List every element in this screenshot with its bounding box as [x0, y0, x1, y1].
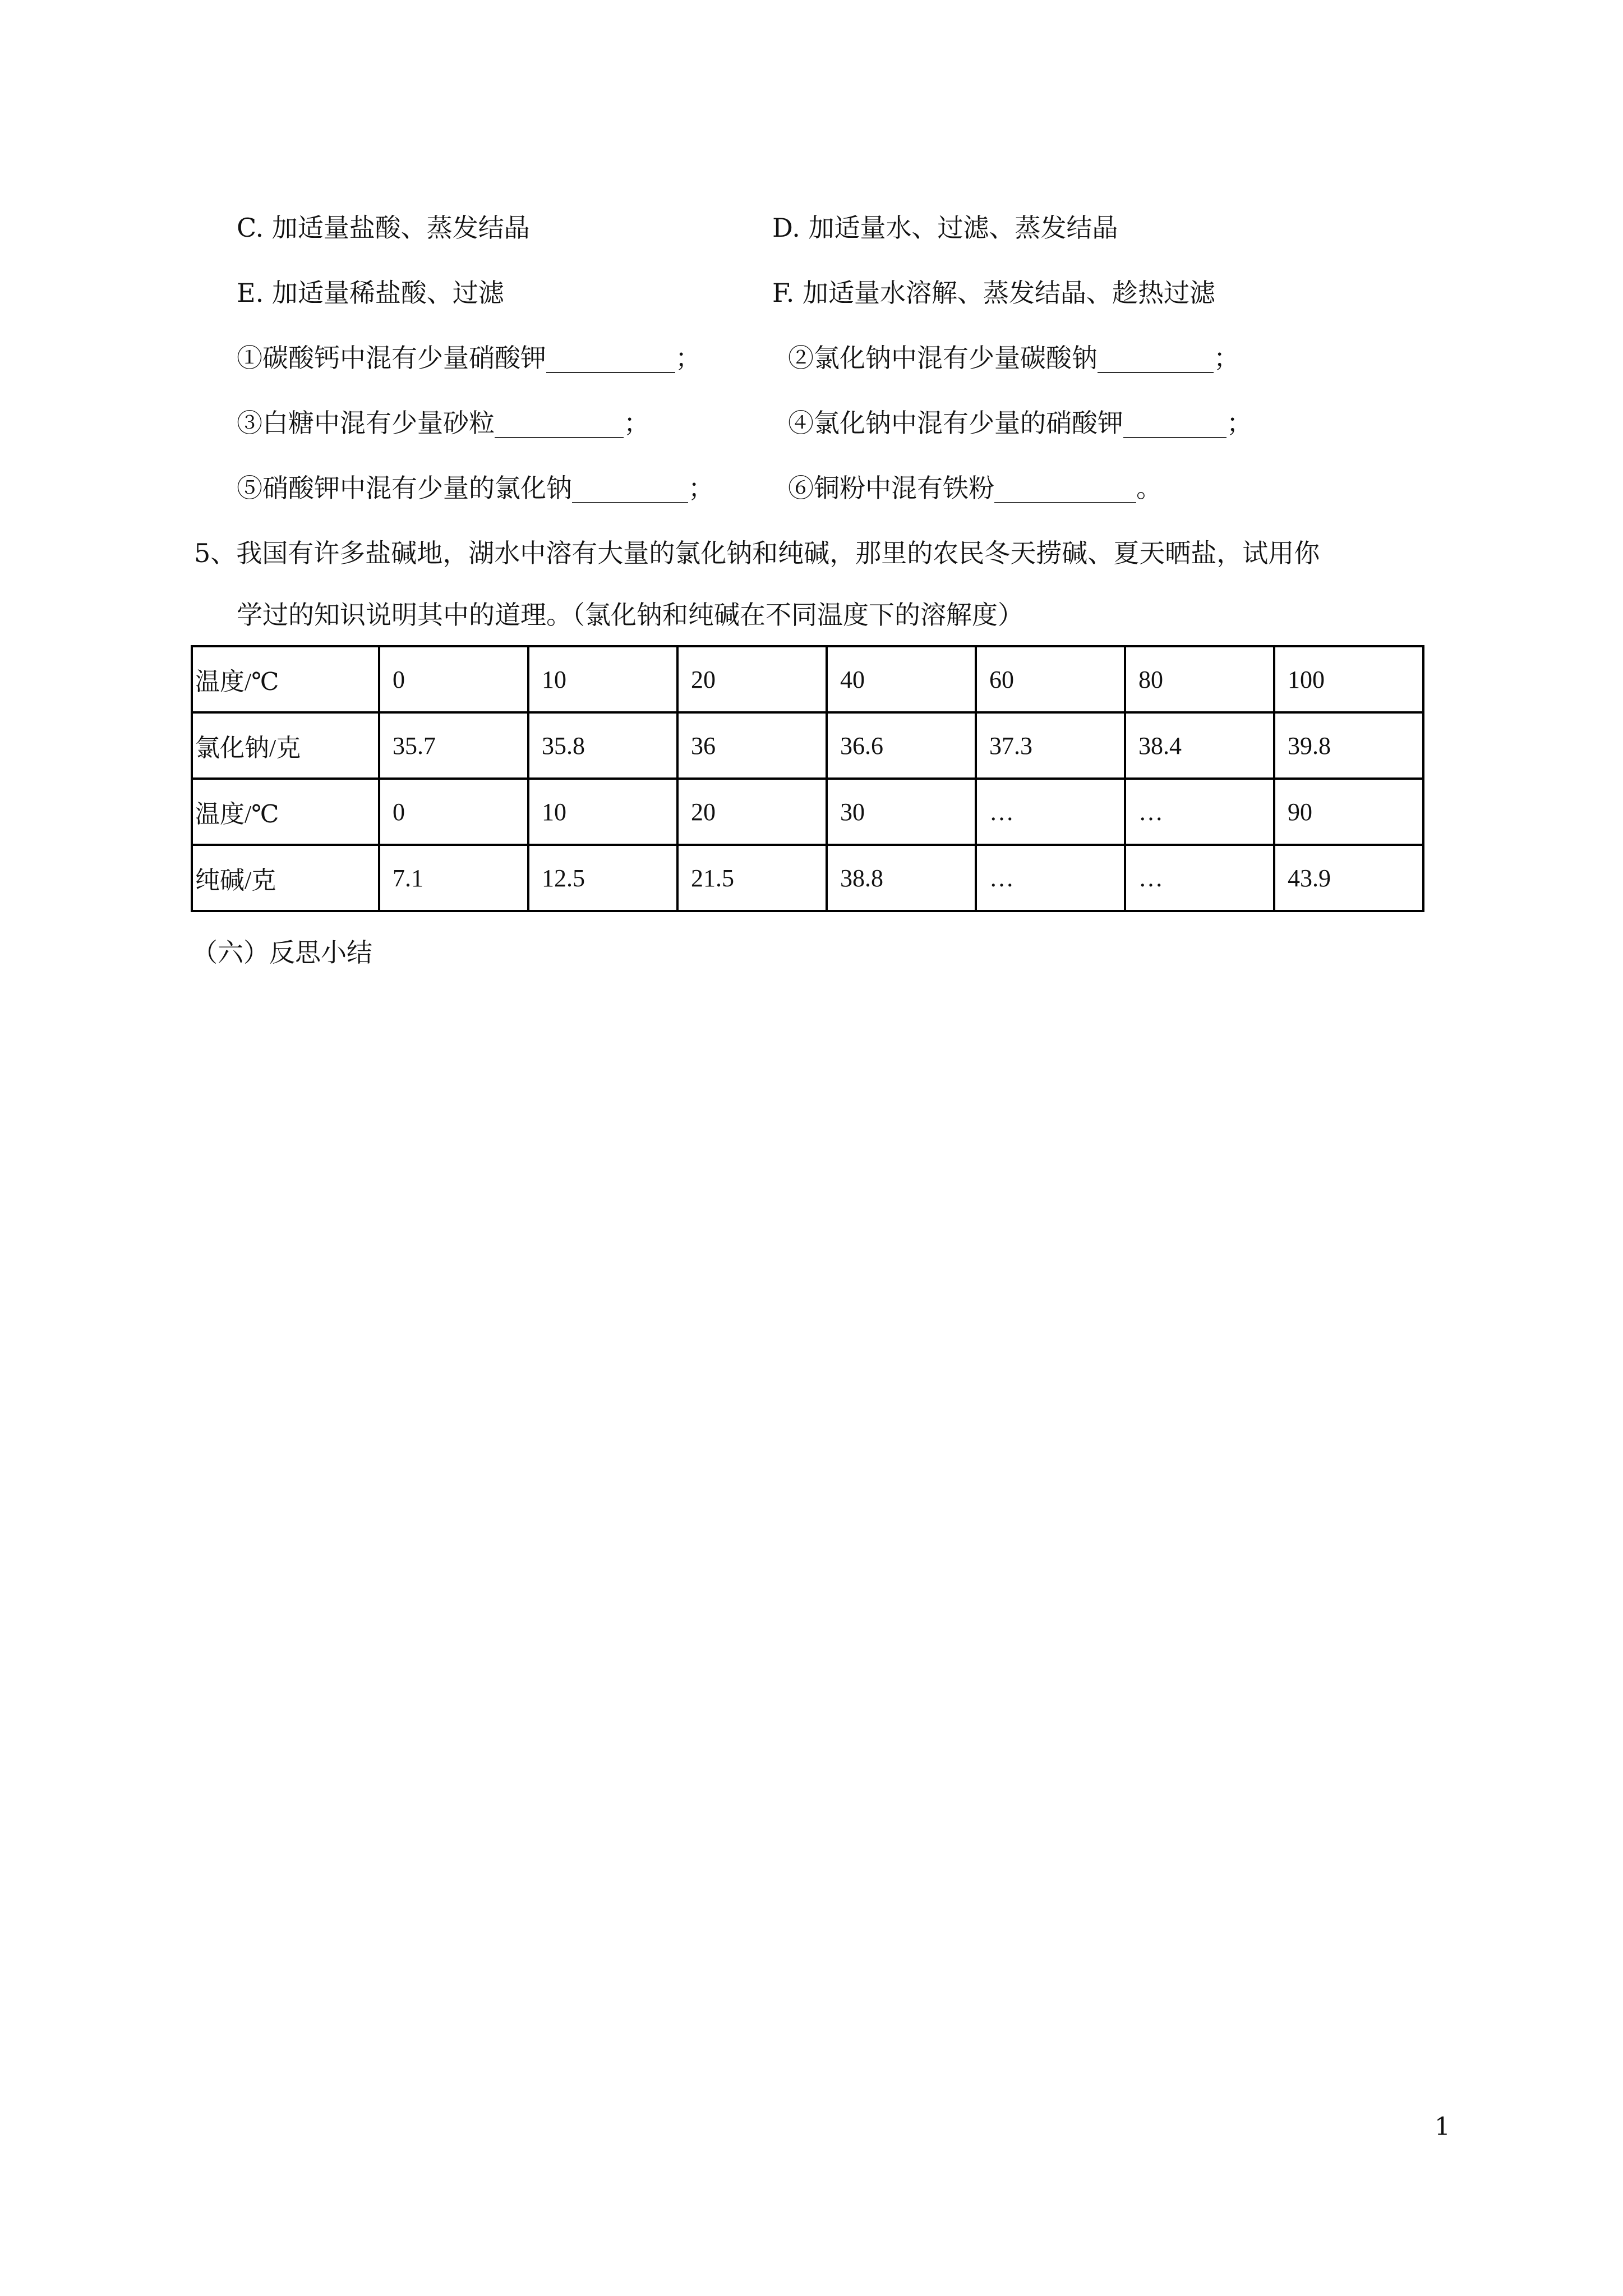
item-6: ⑥铜粉中混有铁粉___________。	[788, 473, 1162, 503]
item-4: ④氯化钠中混有少量的硝酸钾________；	[788, 408, 1252, 438]
table-cell: …	[1125, 779, 1274, 845]
option-e: E. 加适量稀盐酸、过滤	[237, 278, 504, 308]
section-heading: （六）反思小结	[192, 937, 372, 968]
item-5: ⑤硝酸钾中混有少量的氯化钠_________；	[237, 473, 714, 503]
row-label: 温度/℃	[192, 646, 379, 712]
table-cell: 90	[1274, 779, 1423, 845]
table-cell: 35.8	[528, 712, 677, 779]
option-f: F. 加适量水溶解、蒸发结晶、趁热过滤	[772, 278, 1215, 308]
table-cell: 10	[528, 779, 677, 845]
row-label: 温度/℃	[192, 779, 379, 845]
table-cell: 30	[827, 779, 976, 845]
table-cell: 20	[677, 646, 827, 712]
page-number: 1	[1435, 2113, 1450, 2141]
table-cell: 20	[677, 779, 827, 845]
table-cell: 10	[528, 646, 677, 712]
table-cell: 80	[1125, 646, 1274, 712]
solubility-table	[191, 645, 1424, 912]
table-cell: 100	[1274, 646, 1423, 712]
row-label: 纯碱/克	[192, 845, 379, 911]
table-cell: 35.7	[379, 712, 528, 779]
table-cell: 0	[379, 646, 528, 712]
table-cell: 7.1	[379, 845, 528, 911]
table-cell: 39.8	[1274, 712, 1423, 779]
table-cell: …	[976, 845, 1125, 911]
table-cell: …	[1125, 845, 1274, 911]
table-cell: 43.9	[1274, 845, 1423, 911]
table-cell: …	[976, 779, 1125, 845]
table-cell: 36.6	[827, 712, 976, 779]
table-cell: 36	[677, 712, 827, 779]
table-cell: 37.3	[976, 712, 1125, 779]
table-cell: 38.8	[827, 845, 976, 911]
option-c: C. 加适量盐酸、蒸发结晶	[237, 213, 530, 243]
table-row	[192, 779, 1423, 845]
item-1: ①碳酸钙中混有少量硝酸钾__________；	[237, 343, 701, 373]
question-5-line-2: 学过的知识说明其中的道理。（氯化钠和纯碱在不同温度下的溶解度）	[237, 600, 1023, 630]
item-2: ②氯化钠中混有少量碳酸钠_________；	[788, 343, 1239, 373]
row-label: 氯化钠/克	[192, 712, 379, 779]
table-row	[192, 845, 1423, 911]
question-5-line-1: 5、我国有许多盐碱地，湖水中溶有大量的氯化钠和纯碱，那里的农民冬天捞碱、夏天晒盐，试用你	[194, 538, 1320, 568]
table-cell: 60	[976, 646, 1125, 712]
table-cell: 0	[379, 779, 528, 845]
item-3: ③白糖中混有少量砂粒__________；	[237, 408, 649, 438]
table-row	[192, 712, 1423, 779]
option-d: D. 加适量水、过滤、蒸发结晶	[772, 213, 1118, 243]
table-cell: 21.5	[677, 845, 827, 911]
table-row	[192, 646, 1423, 712]
table-cell: 38.4	[1125, 712, 1274, 779]
table-cell: 12.5	[528, 845, 677, 911]
table-cell: 40	[827, 646, 976, 712]
